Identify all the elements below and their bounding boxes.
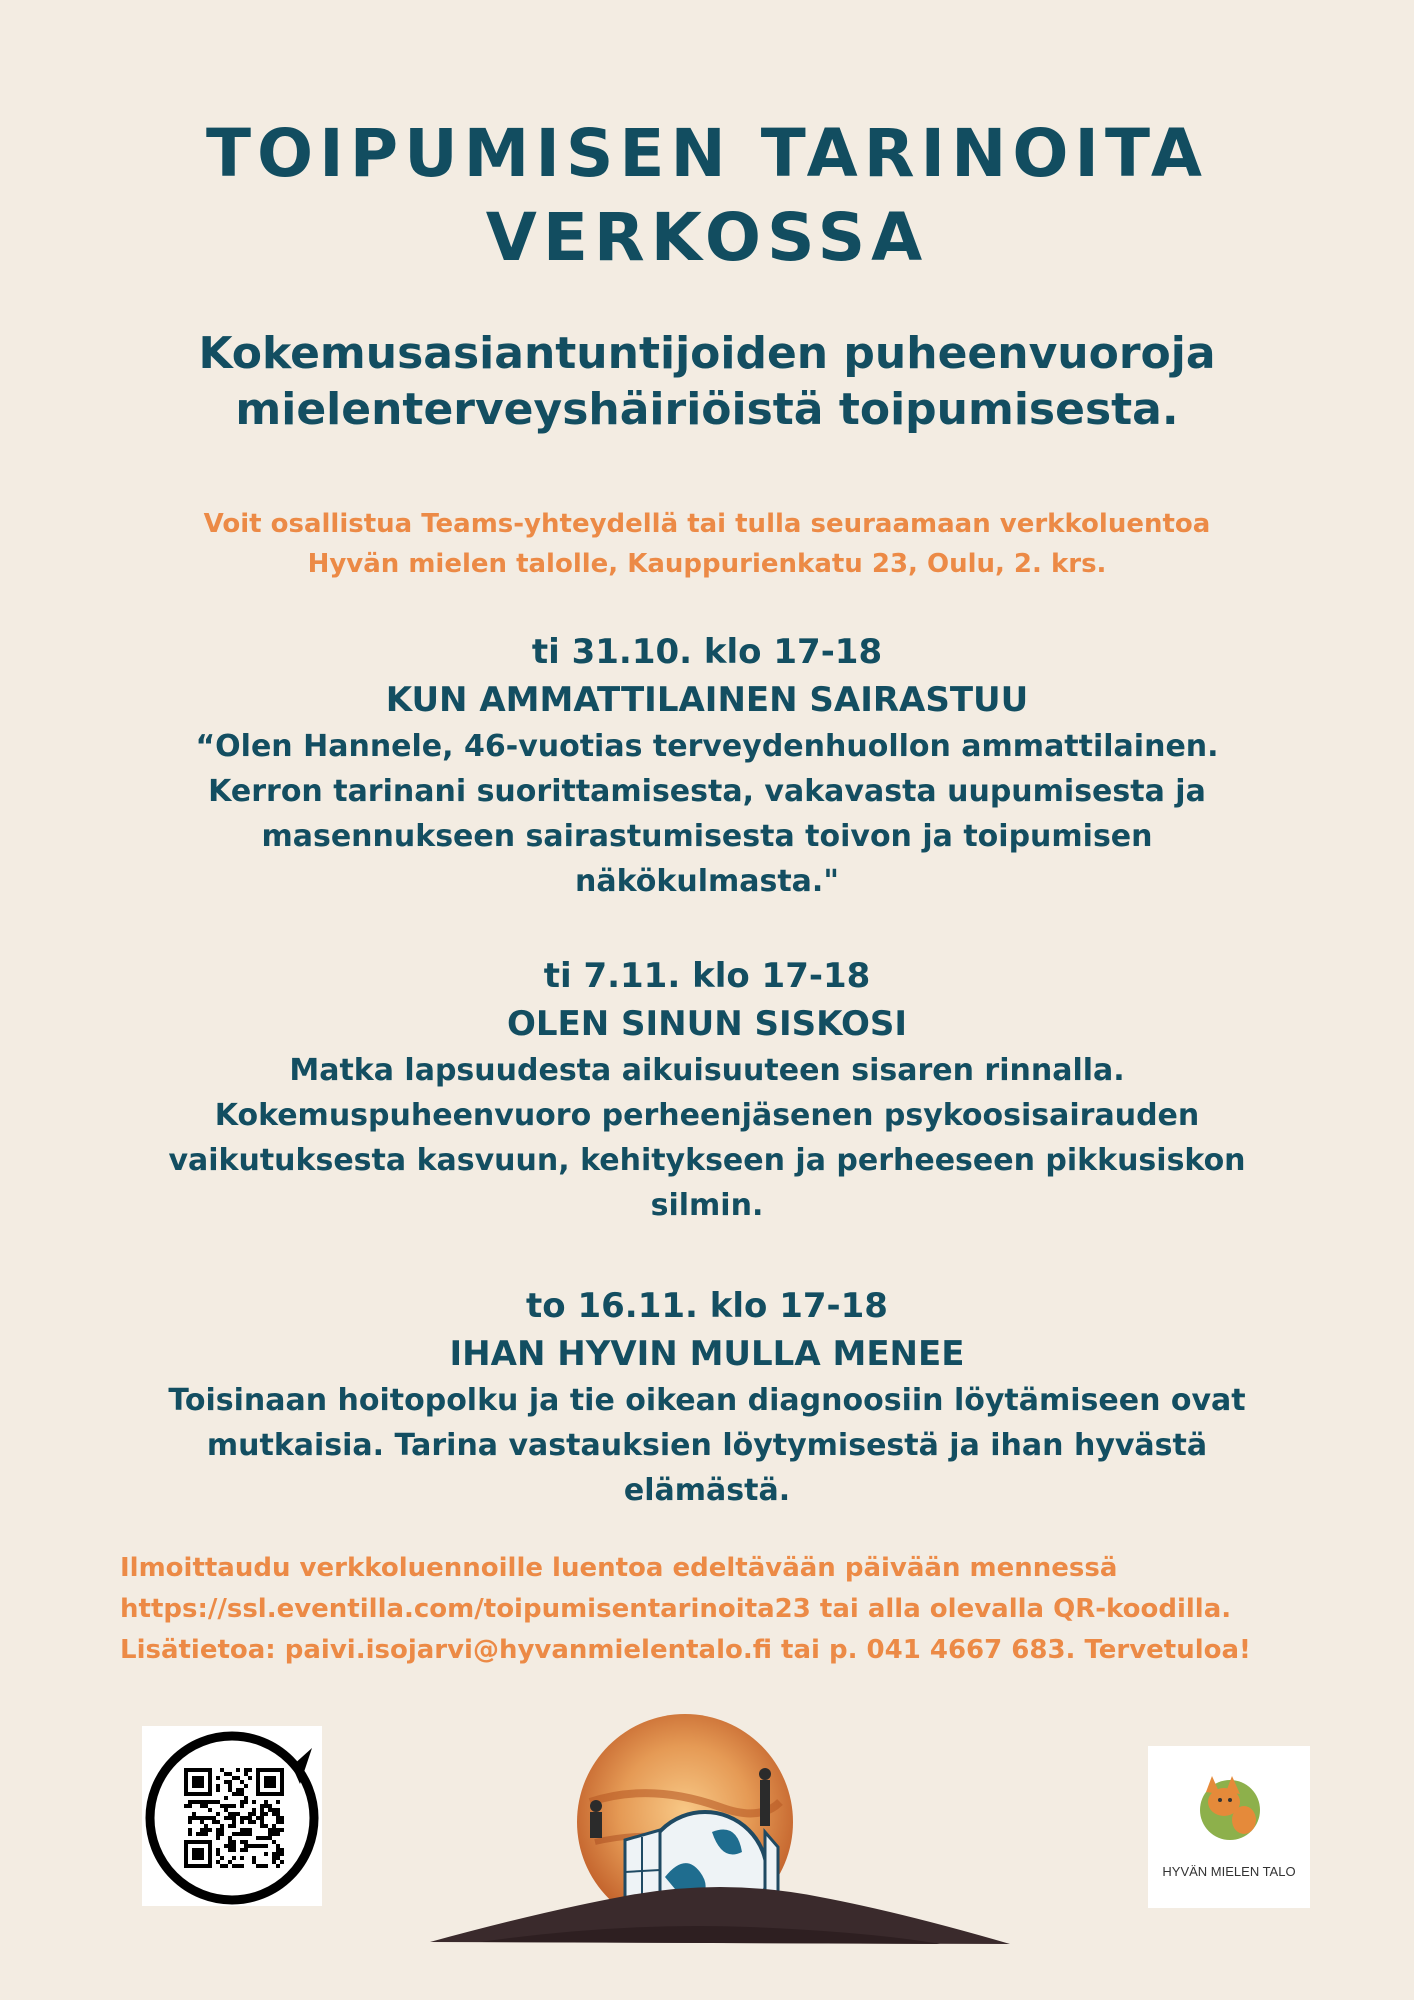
subtitle-line2: mielenterveyshäiriöistä toipumisesta. bbox=[235, 384, 1179, 435]
event-description-line: mutkaisia. Tarina vastauksien löytymisestä ja ihan hyvästä bbox=[206, 1428, 1208, 1463]
footer-line3: Lisätietoa: paivi.isojarvi@hyvanmielentalo.fi tai p. 041 4667 683. Tervetuloa! bbox=[120, 1635, 1251, 1665]
event-description-line: Toisinaan hoitopolku ja tie oikean diagnoosiin löytämiseen ovat bbox=[168, 1383, 1246, 1418]
intro-line2: Hyvän mielen talolle, Kauppurienkatu 23, Oulu, 2. krs. bbox=[307, 549, 1107, 579]
footer-line2: https://ssl.eventilla.com/toipumisentarinoita23 tai alla olevalla QR-koodilla. bbox=[120, 1594, 1232, 1624]
qr-code[interactable] bbox=[142, 1726, 322, 1906]
event-title: IHAN HYVIN MULLA MENEE bbox=[449, 1334, 965, 1374]
event-title: OLEN SINUN SISKOSI bbox=[506, 1004, 908, 1044]
event-description-line: elämästä. bbox=[623, 1473, 791, 1508]
poster-title-line2: VERKOSSA bbox=[485, 199, 929, 276]
registration-info bbox=[120, 1548, 1320, 1671]
event-3 bbox=[150, 1282, 1264, 1513]
event-description-line: Matka lapsuudesta aikuisuuteen sisaren rinnalla. bbox=[289, 1053, 1125, 1088]
event-description-line: Kerron tarinani suorittamisesta, vakavasta uupumisesta ja bbox=[208, 774, 1206, 809]
event-date: ti 7.11. klo 17-18 bbox=[543, 956, 871, 996]
event-description-line: masennukseen sairastumisesta toivon ja toipumisen bbox=[261, 819, 1153, 854]
hyvan-mielen-talo-logo bbox=[1148, 1746, 1310, 1908]
sunrise-hill-illustration bbox=[420, 1712, 1020, 1952]
footer-line1: Ilmoittaudu verkkoluennoille luentoa edeltävään päivään mennessä bbox=[120, 1553, 1118, 1583]
event-date: ti 31.10. klo 17-18 bbox=[531, 632, 883, 672]
participation-info bbox=[120, 504, 1294, 584]
event-date: to 16.11. klo 17-18 bbox=[526, 1286, 888, 1326]
event-description-line: “Olen Hannele, 46-vuotias terveydenhuollon ammattilainen. bbox=[195, 729, 1219, 764]
sitting-figure bbox=[590, 1812, 602, 1838]
poster-subtitle bbox=[150, 326, 1264, 438]
poster-title bbox=[0, 112, 1414, 280]
logo-text: HYVÄN MIELEN TALO bbox=[1162, 1864, 1296, 1879]
intro-line1: Voit osallistua Teams-yhteydellä tai tulla seuraamaan verkkoluentoa bbox=[203, 509, 1211, 539]
event-title: KUN AMMATTILAINEN SAIRASTUU bbox=[385, 680, 1029, 720]
event-description-line: vaikutuksesta kasvuun, kehitykseen ja perheeseen pikkusiskon bbox=[168, 1143, 1246, 1178]
event-2 bbox=[150, 952, 1264, 1228]
event-description-line: Kokemuspuheenvuoro perheenjäsenen psykoosisairauden bbox=[214, 1098, 1200, 1133]
event-description-line: silmin. bbox=[650, 1188, 764, 1223]
fox-logo-icon bbox=[1148, 1746, 1310, 1908]
event-1 bbox=[150, 628, 1264, 904]
subtitle-line1: Kokemusasiantuntijoiden puheenvuoroja bbox=[198, 328, 1216, 379]
event-description-line: näkökulmasta." bbox=[575, 864, 839, 899]
standing-figure bbox=[760, 1780, 770, 1826]
poster-title-line1: TOIPUMISEN TARINOITA bbox=[206, 115, 1208, 192]
qr-speech-bubble-icon bbox=[142, 1726, 322, 1906]
